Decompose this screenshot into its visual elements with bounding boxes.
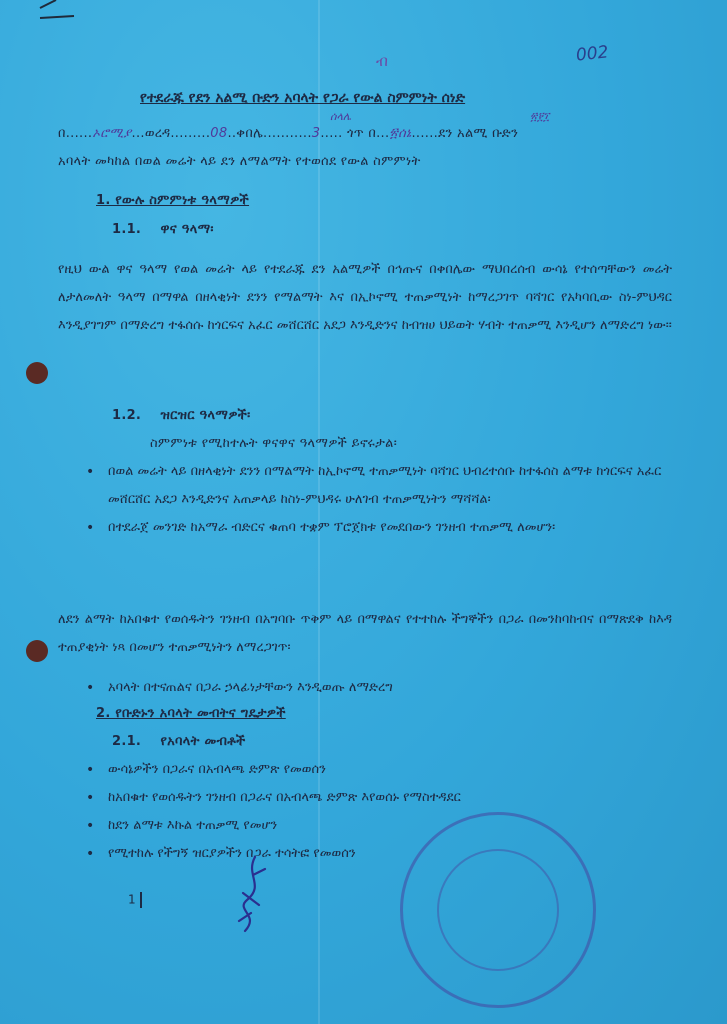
page-number: 1	[128, 892, 142, 908]
year-handwritten: ፳፻፲	[530, 110, 550, 123]
date-line	[58, 126, 518, 141]
official-stamp	[400, 812, 596, 1008]
section-1-2-heading: 1.2. ዝርዝር ዓላማዎች፡	[112, 408, 251, 423]
date-kebele-label: ..ቀበሌ...........	[227, 126, 312, 141]
member-right-item: • ከደን ልማቱ እኩል ተጠቃሚ የመሆን	[86, 812, 646, 840]
section-1-heading: 1. የውሉ ስምምነቱ ዓላማዎች	[96, 193, 250, 208]
intro-line: አባላት መካከል በወል መሬት ላይ ደን ለማልማት የተወሰደ የውል ስምምነት	[58, 154, 421, 169]
member-right-item: • ውሳኔዎችን በጋራና በአብላጫ ድምጽ የመወሰን	[86, 756, 646, 784]
document-page-number-handwritten: 002	[575, 42, 610, 66]
member-right-item: • ከአበቁተ የወሰዱትን ገንዘብ በጋራና በአብላጫ ድምጽ እየወሰኑ የማስተዳደር	[86, 784, 646, 812]
date-woreda-handwritten: 08	[210, 126, 228, 141]
specific-goal-item: • በወል መሬት ላይ በዘላቂነት ደንን በማልማት ከኢኮኖሚ ተጠቃሚነት ባሻገር ህብረተሰቡ ከተፋሰስ ልማቱ ከጎርፍና አፈር መሸርሸር አደጋ እንዲድንና አጠቃላይ ከስነ-ምህዳሩ ሁለገብ ተጠቃሚነትን ማሻሻል፡	[86, 458, 672, 514]
top-handwritten-mark: ብ	[376, 52, 388, 70]
date-prefix: በ......	[58, 126, 93, 141]
section-1-1-heading: 1.1. ዋና ዓላማ፡	[112, 222, 214, 237]
specific-goals-list	[86, 458, 672, 542]
document-title: የተደራጁ የደን አልሚ ቡድን አባላት የጋራ የውል ስምምነት ሰነድ	[140, 90, 466, 106]
kebele-name-handwritten: ሰላሌ	[330, 110, 352, 123]
member-right-item: • የሚተከሉ የችግኝ ዝርያዎችን በጋራ ተሳትፎ የመወሰን	[86, 840, 646, 868]
benefit-sharing-paragraph: ለደን ልማት ከአበቁተ የወሰዱትን ገንዘብ በአግባቡ ጥቅም ላይ በማዋልና የተተከሉ ችግኞችን በጋራ በመንከባከብና በማጽደቅ ከእዳ ተጠያቂነት ነጻ በመሆን ተጠቃሚነትን ለማረጋገጥ፡	[58, 612, 672, 655]
date-woreda-label: ...ወረዳ.........	[131, 126, 211, 141]
punch-hole-lower	[26, 640, 48, 662]
date-suffix: ......ደን አልሚ ቡድን	[411, 126, 519, 141]
stamp-inner-ring	[437, 849, 559, 971]
date-region-handwritten: ኦሮሚያ	[92, 126, 132, 141]
punch-hole-upper	[26, 362, 48, 384]
handwritten-signature	[225, 855, 285, 935]
member-participation-list	[86, 674, 672, 702]
corner-pen-mark	[38, 0, 78, 30]
date-kebele-handwritten: 3	[311, 126, 321, 141]
section-2-heading: 2. የቡድኑን አባላት መብትና ግዴታዎች	[96, 706, 286, 721]
specific-goals-intro: ስምምነቱ የሚከተሉት ዋናዋና ዓላማዎች ይኖሩታል፡	[150, 436, 398, 451]
text-cursor-mark	[140, 892, 142, 908]
specific-goal-item: • በተደራጀ መንገድ ከአማራ ብድርና ቁጠባ ተቋም ፕሮጀክቱ የመደበውን ገንዘብ ተጠቃሚ ለመሆን፡	[86, 514, 672, 542]
section-2-1-heading: 2.1. የአባላት መብቶች	[112, 734, 246, 749]
date-day-handwritten: ፳ሰኔ	[389, 126, 412, 141]
main-goal-paragraph: የዚህ ውል ዋና ዓላማ የወል መሬት ላይ የተደራጁ ደን አልሚዎች በኅጡና በቀበሌው ማህበረሰብ ውሳኔ የተሰጣቸውን መሬት ለታለመለት ዓላማ በማዋል በዘላቂነት ደንን የማልማት እና በኢኮኖሚ ተጠቃሚነት ከማረጋገጥ ባሻገር የአካባቢው ስነ-ምህዳር እንዲያገግም በማድረግ ተፋሰሱ ከጎርፍና አፈር መሸርሸር አደጋ እንዲድንና ከብዝሀ ህይወት ሃብት ተጠቃሚ እንዲሆን ለማድረግ ነው፡፡	[58, 262, 672, 333]
date-day-label: ..... ጎጥ በ...	[320, 126, 390, 141]
member-participation-item: • አባላት በተናጠልና በጋራ ኃላፊነታቸውን እንዲወጡ ለማድረግ	[86, 674, 672, 702]
